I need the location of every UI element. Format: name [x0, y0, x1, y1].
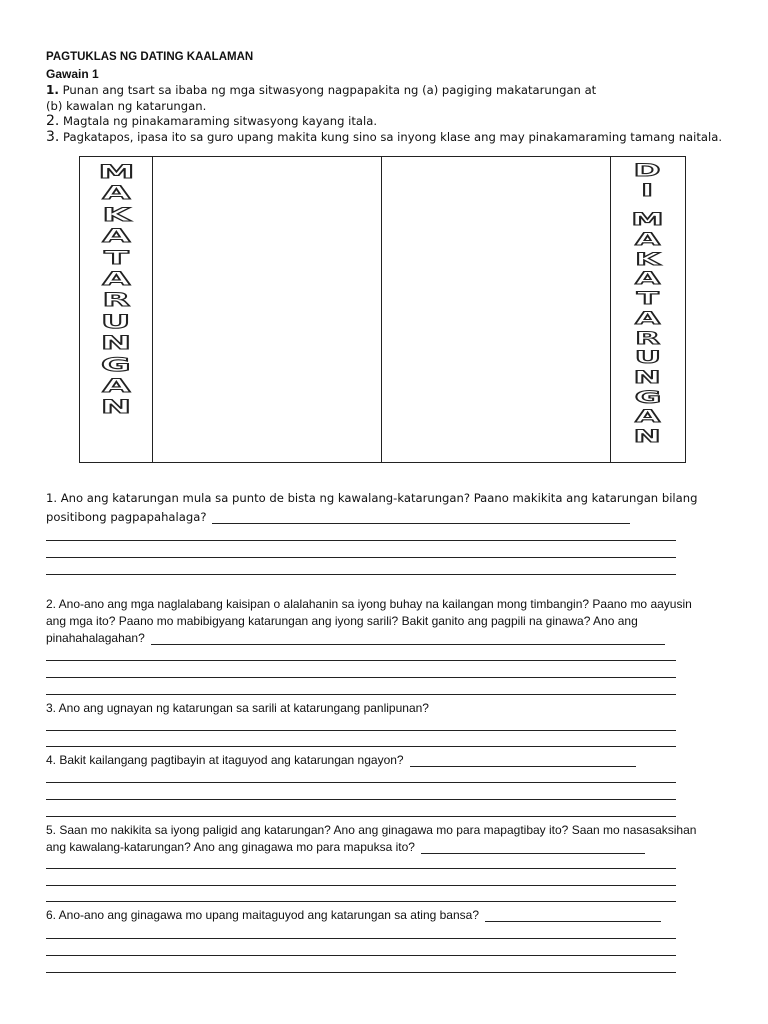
answer-blank[interactable] [212, 511, 630, 524]
di-makatarungan-label-column [610, 157, 685, 462]
makatarungan-vertical-label [80, 163, 152, 420]
answer-line[interactable] [46, 955, 676, 956]
letter: I [641, 180, 654, 201]
answer-blank[interactable] [410, 754, 636, 767]
question-4-text: 4. Bakit kailangang pagtibayin at itaguyod ang katarungan ngayon? [46, 753, 404, 767]
letter: D [634, 161, 661, 181]
letter: T [636, 289, 659, 310]
instruction-3-number: 3. [46, 129, 60, 145]
question-3: 3. Ano ang ugnayan ng katarungan sa sarili at katarungang panlipunan? [46, 701, 429, 715]
question-4 [46, 753, 636, 767]
answer-line[interactable] [46, 938, 676, 939]
answer-blank[interactable] [421, 841, 645, 854]
instruction-3-text: Pagkatapos, ipasa ito sa guro upang makita kung sino sa inyong klase ang may pinakamaraming tamang naitala. [63, 130, 723, 144]
makatarungan-label-column [80, 157, 153, 462]
di-makatarungan-vertical-label [610, 163, 685, 449]
instruction-3 [46, 129, 722, 145]
instruction-1 [46, 83, 596, 97]
question-1-line-1: 1. Ano ang katarungan mula sa punto de bista ng kawalang-katarungan? Paano makikita ang katarungan bilang [46, 491, 698, 505]
letter: N [633, 426, 662, 447]
letter: T [103, 246, 129, 269]
situation-chart [79, 156, 686, 463]
answer-line[interactable] [46, 677, 676, 678]
question-6-text: 6. Ano-ano ang ginagawa mo upang maitaguyod ang katarungan sa ating bansa? [46, 908, 479, 922]
letter: N [633, 367, 662, 388]
answer-line[interactable] [46, 901, 676, 902]
question-6 [46, 908, 661, 922]
answer-line[interactable] [46, 799, 676, 800]
question-5-line-1: 5. Saan mo nakikita sa iyong paligid ang katarungan? Ano ang ginagawa mo para mapagtibay ito? Saan mo nasasaksihan [46, 823, 697, 837]
answer-line[interactable] [46, 972, 676, 973]
question-2-line-1: 2. Ano-ano ang mga naglalabang kaisipan o alalahanin sa iyong buhay na kailangan mong timbangin? Paano mo aayusin [46, 597, 692, 611]
instruction-1-number: 1. [46, 83, 59, 97]
makatarungan-answer-area[interactable] [152, 157, 382, 462]
letter: U [634, 348, 661, 369]
instruction-2 [46, 113, 377, 129]
answer-line[interactable] [46, 540, 676, 541]
answer-line[interactable] [46, 746, 676, 747]
letter: A [634, 230, 661, 251]
letter: G [101, 353, 131, 376]
instruction-1-cont: (b) kawalan ng katarungan. [46, 99, 207, 113]
instruction-2-number: 2. [46, 113, 60, 129]
letter: N [100, 396, 132, 419]
question-1-line-2 [46, 510, 630, 524]
letter: M [631, 210, 664, 231]
di-makatarungan-answer-area[interactable] [381, 157, 611, 462]
question-1-text: positibong pagpapahalaga? [46, 510, 207, 524]
answer-line[interactable] [46, 660, 676, 661]
answer-line[interactable] [46, 868, 676, 869]
worksheet-title: PAGTUKLAS NG DATING KAALAMAN [46, 51, 254, 63]
letter: U [101, 310, 131, 333]
answer-line[interactable] [46, 816, 676, 817]
question-2-text: pinahahalagahan? [46, 631, 145, 645]
instruction-1-text: Punan ang tsart sa ibaba ng mga sitwasyong nagpapakita ng (a) pagiging makatarungan at [62, 83, 597, 97]
letter: N [100, 332, 132, 355]
answer-blank[interactable] [485, 909, 661, 922]
instruction-2-text: Magtala ng pinakamaraming sitwasyong kayang itala. [63, 114, 378, 128]
question-5-line-2 [46, 840, 645, 854]
answer-line[interactable] [46, 694, 676, 695]
answer-line[interactable] [46, 730, 676, 731]
letter: K [634, 249, 661, 270]
question-5-text: ang kawalang-katarungan? Ano ang ginagawa mo para mapuksa ito? [46, 840, 415, 854]
letter: R [635, 328, 660, 349]
letter: A [102, 267, 130, 290]
answer-line[interactable] [46, 574, 676, 575]
letter: K [101, 203, 130, 226]
letter: G [634, 387, 661, 408]
letter: A [102, 374, 130, 397]
answer-blank[interactable] [151, 632, 665, 645]
letter: M [98, 161, 134, 183]
question-2-line-2: ang mga ito? Paano mo mabibigyang katarungan ang iyong sarili? Bakit ganito ang pagpili na ginawa? Ano ang [46, 614, 638, 628]
letter: A [634, 269, 661, 290]
letter: A [634, 407, 661, 428]
letter: R [102, 289, 130, 312]
activity-label: Gawain 1 [46, 67, 99, 81]
question-2-line-3 [46, 631, 665, 645]
answer-line[interactable] [46, 782, 676, 783]
letter: A [102, 182, 130, 205]
letter: A [634, 308, 661, 329]
answer-line[interactable] [46, 885, 676, 886]
letter: A [102, 225, 130, 248]
answer-line[interactable] [46, 557, 676, 558]
